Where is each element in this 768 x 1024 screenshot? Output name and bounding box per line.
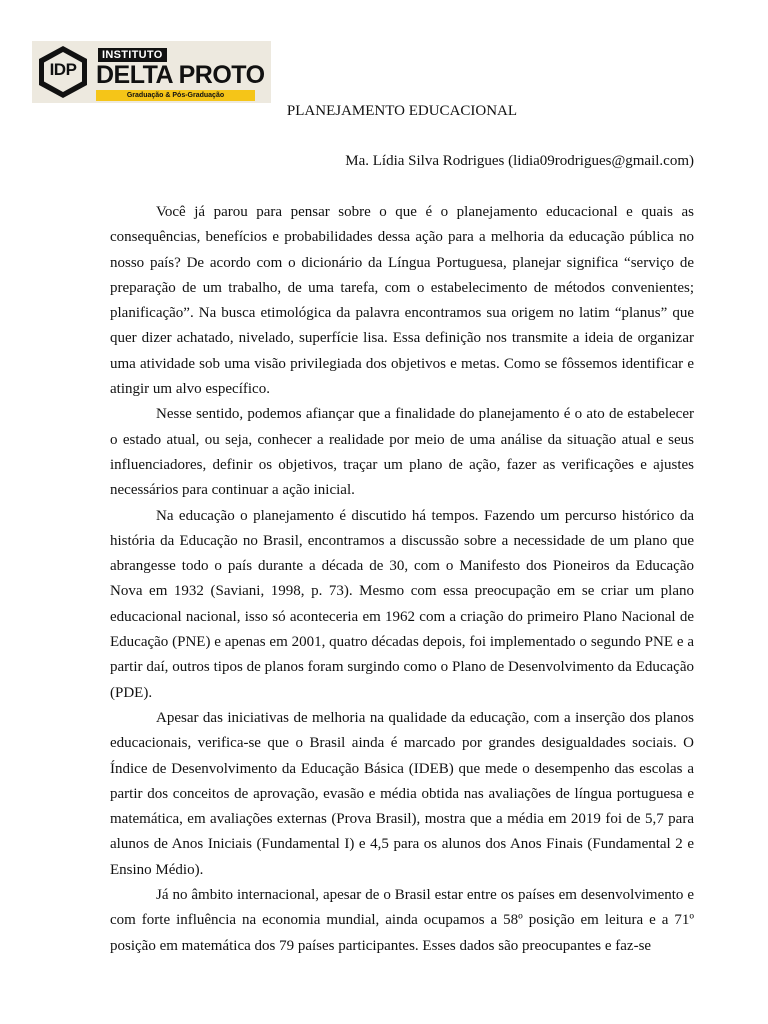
body-paragraph: Já no âmbito internacional, apesar de o Brasil estar entre os países em desenvolvimento e com forte influência na economia mundial, ainda ocupamos a 58º posição em leitura e a 71º posição em matemática dos 79 países participantes. Esses dados são preocupantes e faz-se bbox=[110, 887, 694, 954]
body-paragraph: Nesse sentido, podemos afiançar que a finalidade do planejamento é o ato de estabelecer o estado atual, ou seja, conhecer a realidade por meio de uma análise da situação atual e seus influenciadores, definir os objetivos, traçar um plano de ação, fazer as verificações e ajustes necessários para continuar a ação inicial. bbox=[110, 406, 694, 499]
document-body bbox=[110, 200, 694, 959]
logo-abbreviation: IDP bbox=[49, 60, 77, 79]
body-paragraph: Apesar das iniciativas de melhoria na qualidade da educação, com a inserção dos planos educacionais, verifica-se que o Brasil ainda é marcado por grandes desigualdades sociais. O Índice de Desenvolvimento da Educação Básica (IDEB) que mede o desempenho das escolas a partir dos conceitos de aprovação, evasão e média obtida nas avaliações de língua portuguesa e matemática, em avaliações externas (Prova Brasil), mostra que a média em 2019 foi de 5,7 para alunos de Anos Iniciais (Fundamental I) e 4,5 para os alunos dos Anos Finais (Fundamental 2 e Ensino Médio). bbox=[110, 709, 694, 878]
body-paragraph: Na educação o planejamento é discutido há tempos. Fazendo um percurso histórico da história da Educação no Brasil, encontramos a discussão sobre a necessidade de um plano que abrangesse todo o país durante a década de 30, com o Manifesto dos Pioneiros da Educação Nova em 1932 (Saviani, 1998, p. 73). Mesmo com essa preocupação em se criar um plano educacional nacional, isso só aconteceria em 1962 com a criação do primeiro Plano Nacional de Educação (PNE) e apenas em 2001, quatro décadas depois, foi implementado o segundo PNE e a partir daí, outros tipos de planos foram surgindo como o Plano de Desenvolvimento da Educação (PDE). bbox=[110, 507, 694, 701]
logo-institute-label: INSTITUTO bbox=[98, 48, 167, 62]
logo-tagline: Graduação & Pós-Graduação bbox=[96, 90, 255, 101]
body-paragraph: Você já parou para pensar sobre o que é o planejamento educacional e quais as consequências, benefícios e probabilidades dessa ação para a melhoria da educação pública no nosso país? De acordo com o dicionário da Língua Portuguesa, planejar significa “serviço de preparação de um trabalho, de uma tarefa, com o estabelecimento de métodos convenientes; planificação”. Na busca etimológica da palavra encontramos sua origem no latim “planus” que quer dizer achatado, nivelado, superfície lisa. Essa definição nos transmite a ideia de organizar uma atividade sob uma visão privilegiada dos objetivos e metas. Como se fôssemos identificar e atingir um alvo específico. bbox=[110, 204, 694, 398]
institute-logo bbox=[32, 41, 271, 103]
document-author: Ma. Lídia Silva Rodrigues (lidia09rodrigues@gmail.com) bbox=[345, 153, 694, 169]
document-title: PLANEJAMENTO EDUCACIONAL bbox=[286, 103, 518, 119]
logo-brand-name: DELTA PROTO bbox=[96, 61, 265, 89]
